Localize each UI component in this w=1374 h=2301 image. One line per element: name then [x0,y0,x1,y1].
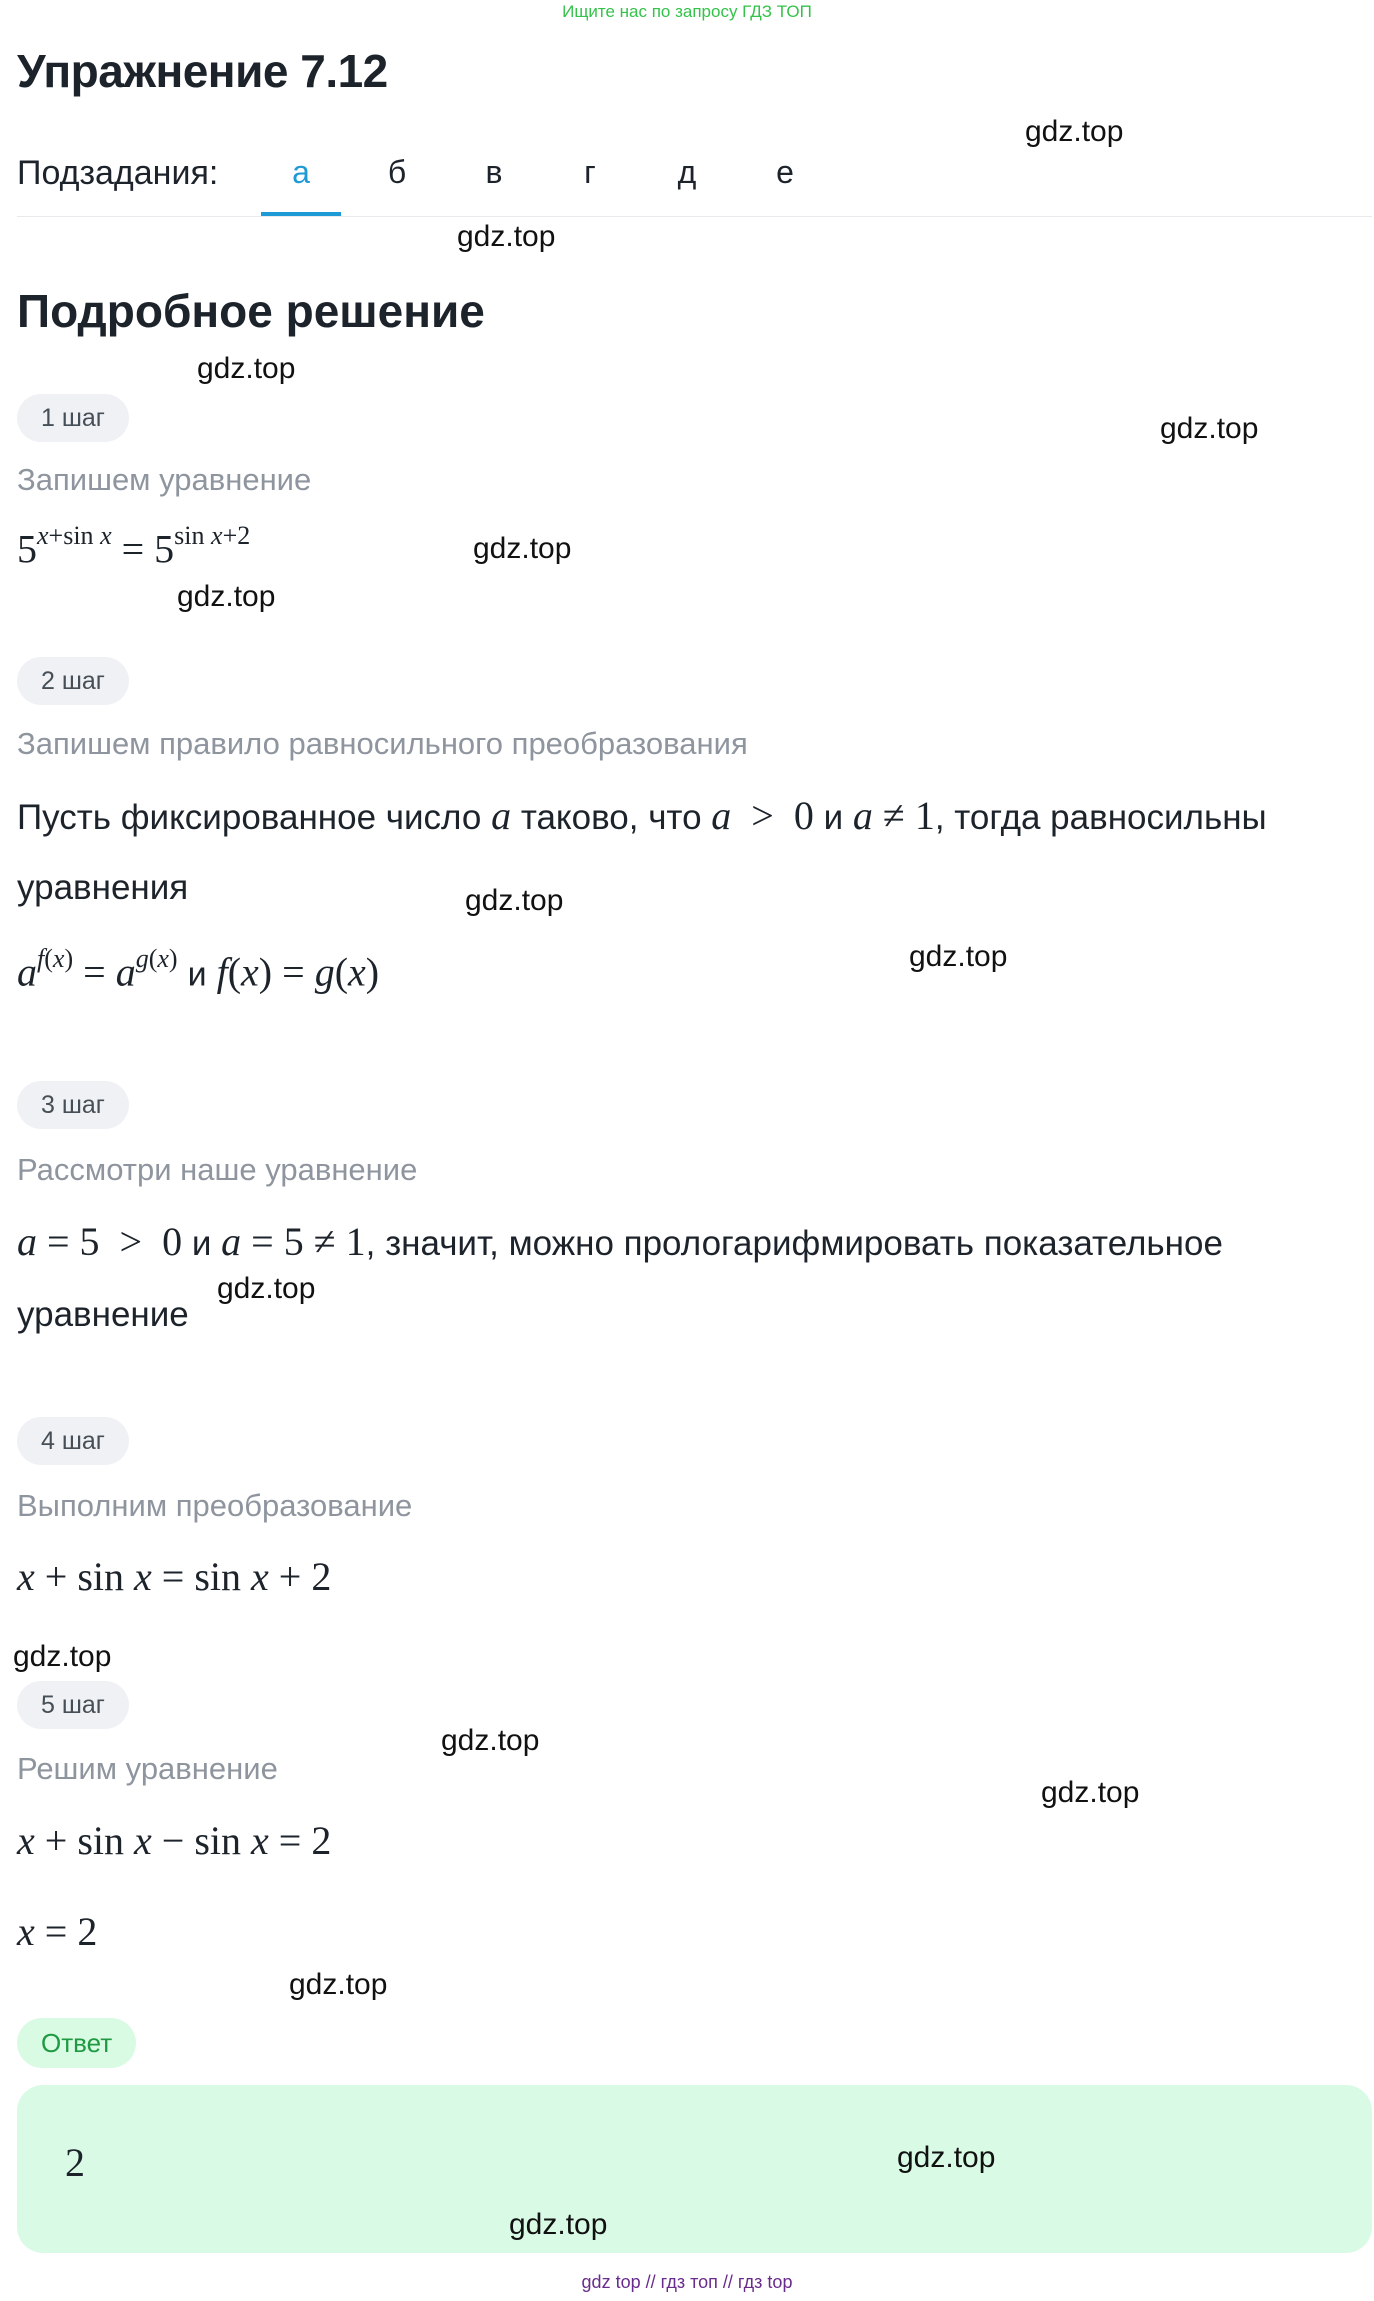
watermark: gdz.top [177,580,276,613]
watermark: gdz.top [1025,115,1124,148]
top-hint: Ищите нас по запросу ГДЗ ТОП [562,2,812,21]
step-3-text: , значит, можно прологарифмировать показательное [365,1224,1223,1263]
tab-d[interactable]: д [677,154,697,190]
step-5-caption: Решим уравнение [17,1751,278,1786]
section-title: Подробное решение [17,285,485,337]
watermark: gdz.top [441,1724,540,1757]
step-2-text-part1: Пусть фиксированное число [17,798,482,837]
step-3-badge: 3 шаг [17,1081,129,1129]
step-1-badge: 1 шаг [17,394,129,442]
answer-badge: Ответ [17,2018,136,2068]
step-2-rule-line1: Пусть фиксированное число a таково, что a > 0 и a ≠ 1, тогда равносильны [17,793,1267,838]
watermark: gdz.top [897,2141,996,2174]
step-2-badge: 2 шаг [17,657,129,705]
step-5-formula-2: x = 2 [17,1909,98,1954]
step-3-text-and: и [191,1224,212,1263]
step-4-caption: Выполним преобразование [17,1488,413,1523]
watermark: gdz.top [909,940,1008,973]
step-1-caption: Запишем уравнение [17,462,312,497]
watermark: gdz.top [1160,412,1259,445]
watermark: gdz.top [473,532,572,565]
page-title: Упражнение 7.12 [17,45,388,97]
step-3-line1: a = 5 > 0 и a = 5 ≠ 1, значит, можно прологарифмировать показательное [17,1219,1223,1264]
step-2-formula: $a^{f(x)} = a^{g(x)}$ и f(x) = g(x) [17,944,380,995]
step-4-badge: 4 шаг [17,1417,129,1465]
watermark: gdz.top [197,352,296,385]
answer-box [17,2085,1372,2253]
tab-b[interactable]: б [387,154,407,190]
watermark: gdz.top [465,884,564,917]
step-2-formula-and: и [187,955,207,994]
step-4-formula: x + sin x = sin x + 2 [17,1554,332,1599]
step-3-caption: Рассмотри наше уравнение [17,1152,418,1187]
footer-links: gdz top // гдз топ // гдз top [581,2272,793,2292]
step-3-line2: уравнение [17,1295,189,1334]
subtasks-bar [17,150,1372,217]
watermark: gdz.top [457,220,556,253]
step-5-formula-1: x + sin x − sin x = 2 [17,1818,332,1863]
tab-a[interactable]: а [261,150,341,216]
tab-g[interactable]: г [584,154,596,190]
step-2-text-and: и [823,798,844,837]
subtasks-label: Подзадания: [17,154,219,192]
step-2-rule-line2: уравнения [17,868,189,907]
watermark: gdz.top [13,1640,112,1673]
step-5-badge: 5 шаг [17,1681,129,1729]
watermark: gdz.top [509,2208,608,2241]
answer-value: 2 [65,2140,85,2185]
step-2-caption: Запишем правило равносильного преобразования [17,726,748,761]
step-2-text-part2: таково, что [520,798,702,837]
watermark: gdz.top [1041,1776,1140,1809]
step-2-text-part3: , тогда равносильны [934,798,1267,837]
step-1-formula: $5^{x+sin x} = 5^{sin x+2}$ [17,521,251,572]
watermark: gdz.top [217,1272,316,1305]
tab-v[interactable]: в [485,154,503,190]
tab-e[interactable]: е [776,154,794,190]
watermark: gdz.top [289,1968,388,2001]
